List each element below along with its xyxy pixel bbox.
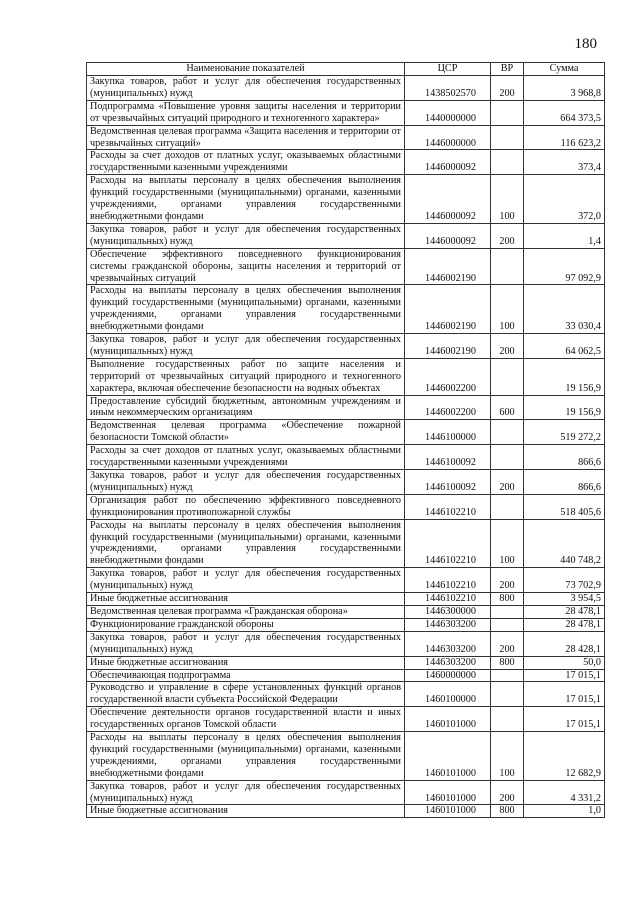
cell-sum: 73 702,9	[524, 568, 605, 593]
cell-vr: 800	[491, 805, 524, 818]
cell-sum: 3 968,8	[524, 76, 605, 101]
cell-sum: 440 748,2	[524, 519, 605, 568]
cell-sum: 4 331,2	[524, 780, 605, 805]
cell-name: Организация работ по обеспечению эффективного повседневного функционирования противопожарной службы	[87, 494, 405, 519]
cell-code: 1440000000	[405, 100, 491, 125]
table-row	[87, 285, 605, 334]
cell-sum: 19 156,9	[524, 358, 605, 395]
table-row	[87, 358, 605, 395]
cell-name: Иные бюджетные ассигнования	[87, 656, 405, 669]
cell-name: Ведомственная целевая программа «Гражданская оборона»	[87, 605, 405, 618]
table-row	[87, 656, 605, 669]
cell-sum: 116 623,2	[524, 125, 605, 150]
table-row	[87, 150, 605, 175]
cell-vr: 800	[491, 656, 524, 669]
table-row	[87, 248, 605, 285]
table-row	[87, 519, 605, 568]
cell-vr	[491, 682, 524, 707]
cell-code: 1460000000	[405, 669, 491, 682]
table-row	[87, 593, 605, 606]
cell-vr	[491, 618, 524, 631]
cell-vr: 200	[491, 334, 524, 359]
cell-code: 1446100092	[405, 470, 491, 495]
cell-name: Иные бюджетные ассигнования	[87, 593, 405, 606]
cell-code: 1446303200	[405, 631, 491, 656]
cell-sum: 17 015,1	[524, 707, 605, 732]
table-row	[87, 707, 605, 732]
cell-sum: 28 478,1	[524, 618, 605, 631]
cell-name: Иные бюджетные ассигнования	[87, 805, 405, 818]
cell-vr: 200	[491, 568, 524, 593]
cell-code: 1446000092	[405, 175, 491, 224]
table-row	[87, 175, 605, 224]
cell-vr	[491, 420, 524, 445]
cell-vr	[491, 248, 524, 285]
cell-sum: 518 405,6	[524, 494, 605, 519]
cell-vr	[491, 100, 524, 125]
cell-code: 1446100000	[405, 420, 491, 445]
table-row	[87, 223, 605, 248]
cell-code: 1446000000	[405, 125, 491, 150]
cell-sum: 664 373,5	[524, 100, 605, 125]
cell-code: 1460101000	[405, 707, 491, 732]
cell-name: Обеспечение деятельности органов государственной власти и иных государственных органов Томской области	[87, 707, 405, 732]
table-row	[87, 420, 605, 445]
header-sum: Сумма	[524, 63, 605, 76]
cell-code: 1446102210	[405, 593, 491, 606]
cell-code: 1460101000	[405, 780, 491, 805]
cell-code: 1446000092	[405, 150, 491, 175]
cell-sum: 866,6	[524, 470, 605, 495]
cell-code: 1446102210	[405, 519, 491, 568]
cell-name: Подпрограмма «Повышение уровня защиты населения и территории от чрезвычайных ситуаций природного и техногенного характера»	[87, 100, 405, 125]
table-row	[87, 605, 605, 618]
table-row	[87, 618, 605, 631]
cell-code: 1446300000	[405, 605, 491, 618]
cell-code: 1446303200	[405, 656, 491, 669]
cell-code: 1446002190	[405, 285, 491, 334]
cell-name: Руководство и управление в сфере установленных функций органов государственной власти субъекта Российской Федерации	[87, 682, 405, 707]
cell-name: Закупка товаров, работ и услуг для обеспечения государственных (муниципальных) нужд	[87, 780, 405, 805]
cell-vr: 100	[491, 732, 524, 781]
cell-vr: 800	[491, 593, 524, 606]
cell-vr: 100	[491, 519, 524, 568]
cell-name: Расходы на выплаты персоналу в целях обеспечения выполнения функций государственными (муниципальными) органами, казенными учреждениями, органами управления государственными внебюджетными фондами	[87, 732, 405, 781]
table-row	[87, 568, 605, 593]
cell-name: Расходы на выплаты персоналу в целях обеспечения выполнения функций государственными (муниципальными) органами, казенными учреждениями, органами управления государственными внебюджетными фондами	[87, 285, 405, 334]
cell-sum: 3 954,5	[524, 593, 605, 606]
cell-code: 1446002190	[405, 248, 491, 285]
table-row	[87, 669, 605, 682]
cell-name: Закупка товаров, работ и услуг для обеспечения государственных (муниципальных) нужд	[87, 470, 405, 495]
cell-name: Расходы за счет доходов от платных услуг, оказываемых областными государственными казенными учреждениями	[87, 445, 405, 470]
table-row	[87, 76, 605, 101]
cell-name: Функционирование гражданской обороны	[87, 618, 405, 631]
table-row	[87, 100, 605, 125]
header-name: Наименование показателей	[87, 63, 405, 76]
header-row	[87, 63, 605, 76]
cell-sum: 17 015,1	[524, 682, 605, 707]
cell-vr	[491, 150, 524, 175]
cell-name: Ведомственная целевая программа «Защита населения и территории от чрезвычайных ситуаций»	[87, 125, 405, 150]
cell-code: 1460101000	[405, 732, 491, 781]
cell-name: Закупка товаров, работ и услуг для обеспечения государственных (муниципальных) нужд	[87, 223, 405, 248]
cell-name: Предоставление субсидий бюджетным, автономным учреждениям и иным некоммерческим организациям	[87, 395, 405, 420]
cell-code: 1446303200	[405, 618, 491, 631]
cell-vr	[491, 707, 524, 732]
cell-code: 1446002190	[405, 334, 491, 359]
cell-sum: 373,4	[524, 150, 605, 175]
table-row	[87, 732, 605, 781]
cell-sum: 1,4	[524, 223, 605, 248]
cell-sum: 1,0	[524, 805, 605, 818]
table-row	[87, 780, 605, 805]
cell-name: Расходы на выплаты персоналу в целях обеспечения выполнения функций государственными (муниципальными) органами, казенными учреждениями, органами управления государственными внебюджетными фондами	[87, 519, 405, 568]
cell-code: 1446100092	[405, 445, 491, 470]
table-body	[87, 76, 605, 818]
cell-sum: 64 062,5	[524, 334, 605, 359]
table-row	[87, 494, 605, 519]
cell-vr: 100	[491, 175, 524, 224]
cell-code: 1446102210	[405, 568, 491, 593]
cell-sum: 17 015,1	[524, 669, 605, 682]
cell-name: Расходы на выплаты персоналу в целях обеспечения выполнения функций государственными (муниципальными) органами, казенными учреждениями, органами управления государственными внебюджетными фондами	[87, 175, 405, 224]
cell-sum: 97 092,9	[524, 248, 605, 285]
cell-vr	[491, 605, 524, 618]
cell-name: Закупка товаров, работ и услуг для обеспечения государственных (муниципальных) нужд	[87, 568, 405, 593]
cell-sum: 372,0	[524, 175, 605, 224]
cell-sum: 28 428,1	[524, 631, 605, 656]
cell-vr: 200	[491, 470, 524, 495]
page-number: 180	[574, 36, 597, 52]
cell-sum: 33 030,4	[524, 285, 605, 334]
cell-name: Обеспечивающая подпрограмма	[87, 669, 405, 682]
cell-name: Выполнение государственных работ по защите населения и территорий от чрезвычайных ситуаций природного и техногенного характера, включая обеспечение безопасности на водных объектах	[87, 358, 405, 395]
cell-vr	[491, 125, 524, 150]
cell-name: Расходы за счет доходов от платных услуг, оказываемых областными государственными казенными учреждениями	[87, 150, 405, 175]
cell-code: 1438502570	[405, 76, 491, 101]
header-vr: ВР	[491, 63, 524, 76]
cell-name: Обеспечение эффективного повседневного функционирования системы гражданской обороны, защиты населения и территорий от чрезвычайных ситуаций	[87, 248, 405, 285]
header-code: ЦСР	[405, 63, 491, 76]
cell-vr	[491, 669, 524, 682]
budget-table	[86, 62, 605, 818]
cell-vr: 200	[491, 223, 524, 248]
cell-sum: 866,6	[524, 445, 605, 470]
cell-vr: 600	[491, 395, 524, 420]
cell-code: 1460100000	[405, 682, 491, 707]
cell-vr	[491, 445, 524, 470]
table-row	[87, 445, 605, 470]
cell-name: Закупка товаров, работ и услуг для обеспечения государственных (муниципальных) нужд	[87, 334, 405, 359]
table-row	[87, 334, 605, 359]
cell-code: 1446102210	[405, 494, 491, 519]
table-row	[87, 125, 605, 150]
cell-code: 1446002200	[405, 358, 491, 395]
cell-vr: 100	[491, 285, 524, 334]
cell-name: Закупка товаров, работ и услуг для обеспечения государственных (муниципальных) нужд	[87, 76, 405, 101]
cell-vr: 200	[491, 780, 524, 805]
cell-name: Ведомственная целевая программа «Обеспечение пожарной безопасности Томской области»	[87, 420, 405, 445]
table-row	[87, 395, 605, 420]
cell-sum: 50,0	[524, 656, 605, 669]
cell-code: 1446000092	[405, 223, 491, 248]
cell-name: Закупка товаров, работ и услуг для обеспечения государственных (муниципальных) нужд	[87, 631, 405, 656]
table-row	[87, 470, 605, 495]
cell-sum: 19 156,9	[524, 395, 605, 420]
table-row	[87, 805, 605, 818]
cell-sum: 28 478,1	[524, 605, 605, 618]
table-row	[87, 631, 605, 656]
cell-vr: 200	[491, 631, 524, 656]
cell-sum: 519 272,2	[524, 420, 605, 445]
cell-code: 1446002200	[405, 395, 491, 420]
table-header	[87, 63, 605, 76]
cell-vr	[491, 494, 524, 519]
table-row	[87, 682, 605, 707]
cell-code: 1460101000	[405, 805, 491, 818]
cell-vr: 200	[491, 76, 524, 101]
cell-vr	[491, 358, 524, 395]
cell-sum: 12 682,9	[524, 732, 605, 781]
